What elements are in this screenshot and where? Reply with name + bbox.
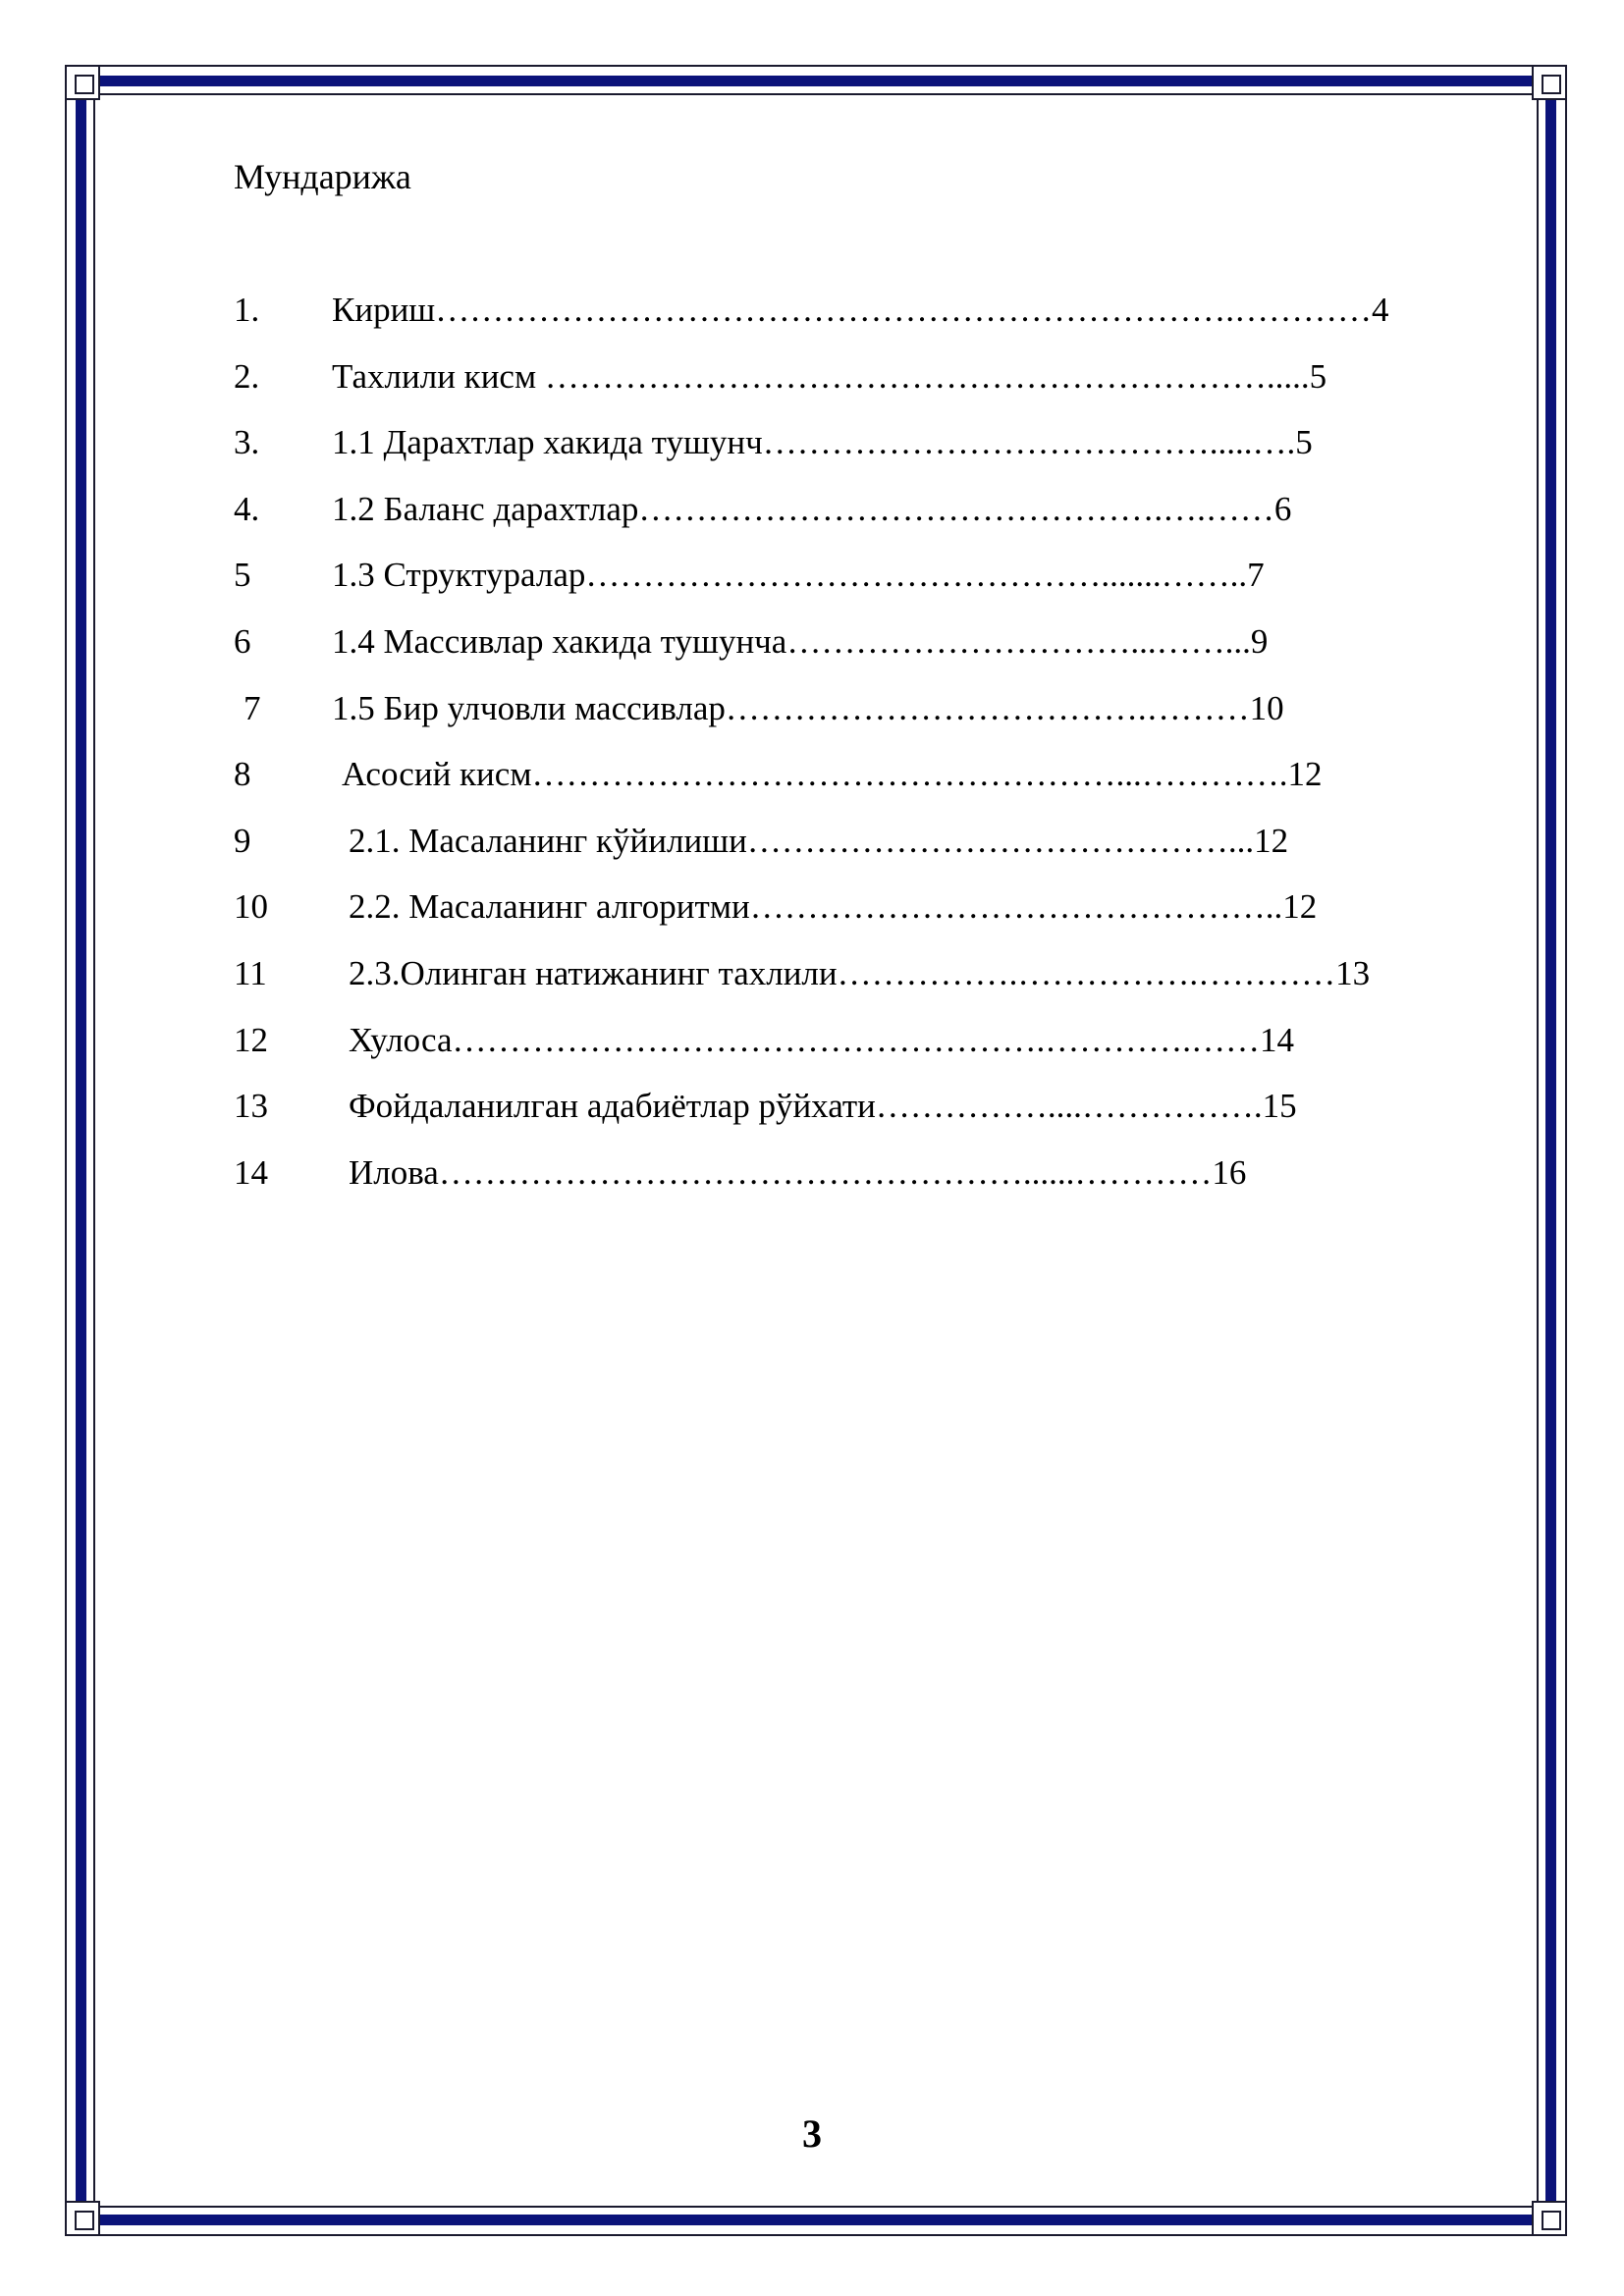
toc-entry-number: 7	[244, 688, 261, 727]
border-corner-ornament	[65, 65, 100, 100]
toc-entry	[234, 554, 1451, 620]
toc-entry-number: 1.	[234, 291, 260, 329]
toc-entry-number: 9	[234, 821, 251, 860]
toc-entry	[234, 355, 1451, 422]
toc-entry-text: Илова……………………………………………......…………16	[349, 1152, 1247, 1192]
toc-entry-text: 1.5 Бир улчовли массивлар……………………………….………10	[332, 688, 1284, 727]
toc-entry-number: 3.	[234, 423, 260, 462]
toc-entry-text: 2.1. Масаланинг кўйилиши……………………………………...12	[349, 821, 1289, 860]
toc-entry	[234, 687, 1451, 754]
toc-entry	[234, 1019, 1451, 1086]
toc-entry	[234, 1151, 1451, 1218]
toc-entry-text: Тахлили кисм ……………………………………………………….....5	[332, 356, 1327, 396]
toc-entry-text: Хулоса…………………………………………….………….……14	[349, 1020, 1294, 1059]
toc-entry-text: 1.2 Баланс дарахтлар……………………………………….….……6	[332, 489, 1292, 528]
toc-entry-text: 1.4 Массивлар хакида тушунча…………………………...……...9	[332, 621, 1269, 661]
toc-entry-text: Фойдаланилган адабиётлар рўйхати……………....…………….15	[349, 1087, 1297, 1126]
toc-entry	[234, 753, 1451, 820]
page-number: 3	[802, 2111, 822, 2156]
table-of-contents	[234, 289, 1451, 1217]
toc-entry-number: 6	[234, 621, 251, 661]
toc-entry	[234, 620, 1451, 687]
toc-entry-number: 11	[234, 953, 267, 992]
border-corner-ornament	[1532, 65, 1567, 100]
toc-heading: Мундарижа	[234, 157, 411, 196]
toc-entry	[234, 289, 1451, 355]
toc-entry-number: 5	[234, 556, 251, 595]
toc-entry-number: 8	[234, 755, 251, 794]
toc-entry-text: 2.3.Олинган натижанинг тахлили…………….…………….…………13	[349, 953, 1371, 992]
toc-entry	[234, 820, 1451, 886]
toc-entry-text: 1.1 Дарахтлар хакида тушунч………………………………….....….5	[332, 423, 1313, 462]
toc-entry-text: Кириш…………………………………………………………….…………4	[332, 291, 1389, 329]
border-corner-ornament	[1532, 2201, 1567, 2236]
toc-entry	[234, 952, 1451, 1019]
toc-entry-number: 2.	[234, 356, 260, 396]
toc-entry-number: 10	[234, 887, 268, 927]
toc-entry-text: 2.2. Масаланинг алгоритми………………………………………..12	[349, 887, 1318, 927]
toc-entry	[234, 488, 1451, 555]
toc-entry-number: 13	[234, 1087, 268, 1126]
toc-entry-text: Асосий кисм……………………………………………...………….12	[342, 755, 1323, 794]
toc-entry-text: 1.3 Структуралар……………………………………….......……..7	[332, 556, 1265, 595]
border-corner-ornament	[65, 2201, 100, 2236]
toc-entry-number: 4.	[234, 489, 260, 528]
toc-entry	[234, 1085, 1451, 1151]
toc-entry-number: 12	[234, 1020, 268, 1059]
toc-entry-number: 14	[234, 1152, 268, 1192]
toc-entry	[234, 885, 1451, 952]
toc-entry	[234, 421, 1451, 488]
